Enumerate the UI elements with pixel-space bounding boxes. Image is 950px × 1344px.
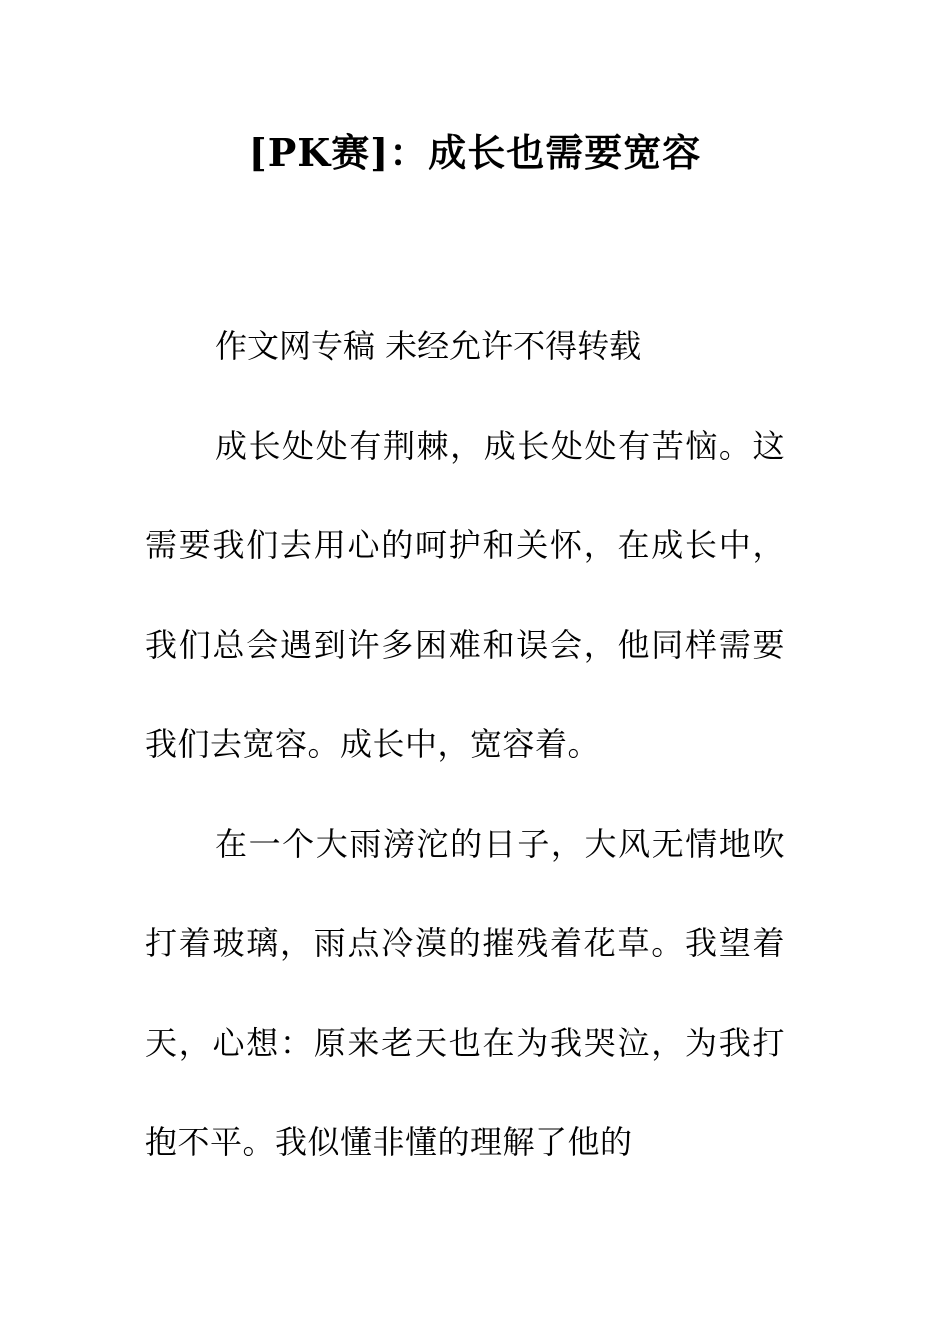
document-body — [145, 297, 785, 1193]
source-note: 作文网专稿 未经允许不得转载 — [215, 327, 642, 365]
paragraph: 在一个大雨滂沱的日子，大风无情地吹打着玻璃，雨点冷漠的摧残着花草。我望着天，心想：原来老天也在为我哭泣，为我打抱不平。我似懂非懂的理解了他的 — [145, 824, 785, 1161]
document-title: [PK赛]：成长也需要宽容 — [248, 130, 702, 175]
paragraph: 成长处处有荆棘，成长处处有苦恼。这需要我们去用心的呵护和关怀，在成长中，我们总会遇到许多困难和误会，他同样需要我们去宽容。成长中，宽容着。 — [145, 426, 785, 763]
